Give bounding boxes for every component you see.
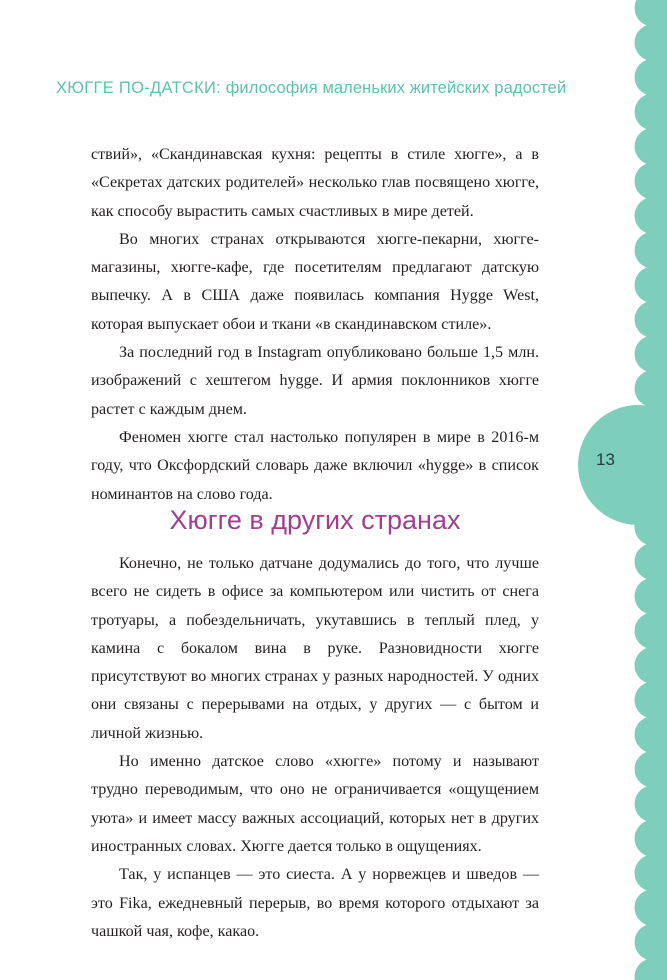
body-text-bottom: [91, 550, 539, 946]
book-subtitle: философия маленьких житейских радостей: [225, 78, 567, 97]
paragraph: Но именно датское слово «хюгге» потому и называют трудно переводимым, что оно не ограничивается «ощущением уюта» и имеет массу важных ассоциаций, которых нет в других иностранных словах. Хюгге дается только в ощущениях.: [91, 753, 539, 855]
paragraph: Феномен хюгге стал настолько популярен в мире в 2016-м году, что Оксфордский словарь даже включил «hygge» в список номинантов на слово года.: [91, 428, 539, 503]
page-number-tab: [578, 405, 667, 525]
paragraph: Так, у испанцев — это сиеста. А у норвежцев и шведов — это Fika, ежедневный перерыв, во время которого отдыхают за чашкой чая, кофе, какао.: [91, 866, 539, 940]
book-title: ХЮГГЕ ПО-ДАТСКИ:: [56, 78, 222, 97]
paragraph: ствий», «Скандинавская кухня: рецепты в стиле хюгге», а в «Секретах датских родителей» несколько глав посвящено хюгге, как способу вырастить самых счастливых в мире детей.: [91, 146, 539, 220]
body-text-top: [91, 141, 539, 509]
paragraph: Во многих странах открываются хюгге-пекарни, хюгге-магазины, хюгге-кафе, где посетителям предлагают датскую выпечку. А в США даже появилась компания Hygge West, которая выпускает обои и ткани «в скандинавском стиле».: [91, 230, 539, 333]
page-number: 13: [596, 450, 615, 469]
running-header-title: [56, 79, 566, 98]
running-header: [56, 68, 567, 104]
paragraph: Конечно, не только датчане додумались до того, что лучше всего не сидеть в офисе за компьютером или чистить от снега тротуары, а побездельничать, укутавшись в теплый плед, у камина с бокалом вина в руке. Разновидности хюгге присутствуют во многих странах у разных народностей. У одних они связаны с перерывами на отдых, у других — с бытом и личной жизнью.: [91, 555, 539, 742]
section-heading: Хюгге в других странах: [169, 505, 461, 535]
paragraph: За последний год в Instagram опубликовано больше 1,5 млн. изображений с хештегом hygge. И армия поклонников хюгге растет с каждым днем.: [91, 344, 539, 418]
